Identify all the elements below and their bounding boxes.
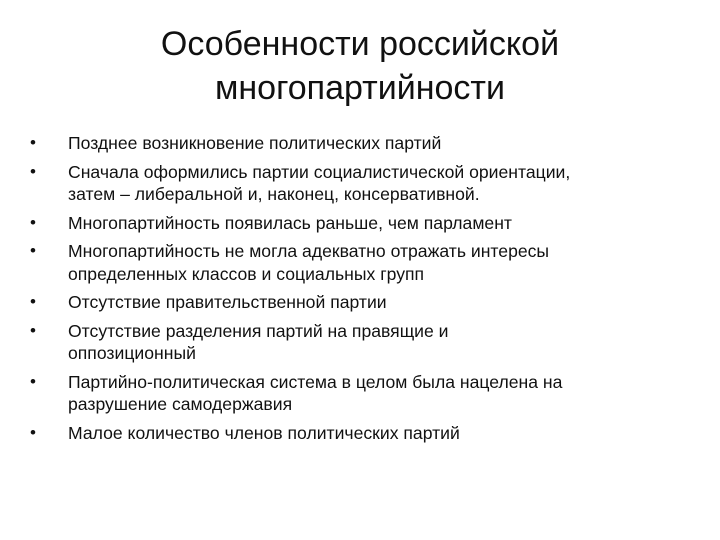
bullet-item-2 bbox=[16, 161, 696, 206]
bullet-item-1 bbox=[16, 132, 696, 155]
bullet-line: Позднее возникновение политических партий bbox=[68, 133, 442, 153]
slide-title bbox=[80, 22, 640, 110]
bullet-icon: • bbox=[30, 133, 36, 152]
bullet-icon: • bbox=[30, 320, 36, 340]
bullet-icon: • bbox=[30, 422, 36, 442]
bullet-text bbox=[68, 212, 696, 235]
bullet-text bbox=[68, 422, 696, 445]
bullet-line: Отсутствие разделения партий на правящие и bbox=[68, 320, 449, 341]
bullet-text bbox=[68, 320, 696, 365]
bullet-line: Партийно-политическая система в целом была нацелена на bbox=[68, 371, 563, 392]
bullet-item-4 bbox=[16, 240, 696, 285]
bullet-icon: • bbox=[30, 241, 36, 260]
bullet-item-7 bbox=[16, 371, 696, 416]
bullet-list bbox=[16, 132, 696, 450]
bullet-text bbox=[68, 291, 696, 314]
slide-title-line-1: Особенности российской bbox=[160, 25, 560, 63]
bullet-icon: • bbox=[30, 292, 36, 311]
bullet-text bbox=[68, 132, 696, 155]
bullet-line: разрушение самодержавия bbox=[68, 394, 293, 414]
bullet-line: Сначала оформились партии социалистической ориентации, bbox=[68, 161, 571, 182]
bullet-line: Многопартийность не могла адекватно отражать интересы bbox=[68, 241, 550, 261]
bullet-item-5 bbox=[16, 291, 696, 314]
bullet-line: оппозиционный bbox=[68, 343, 196, 363]
bullet-text bbox=[68, 161, 696, 206]
bullet-text bbox=[68, 371, 696, 416]
bullet-line: Отсутствие правительственной партии bbox=[68, 292, 387, 312]
bullet-text bbox=[68, 240, 696, 285]
bullet-icon: • bbox=[30, 161, 36, 181]
bullet-icon: • bbox=[30, 371, 36, 391]
bullet-item-8 bbox=[16, 422, 696, 445]
bullet-line: определенных классов и социальных групп bbox=[68, 263, 425, 284]
bullet-icon: • bbox=[30, 212, 36, 232]
bullet-item-6 bbox=[16, 320, 696, 365]
slide-title-line-2: многопартийности bbox=[215, 69, 505, 107]
bullet-line: затем – либеральной и, наконец, консервативной. bbox=[68, 184, 480, 204]
bullet-line: Малое количество членов политических партий bbox=[68, 422, 460, 443]
bullet-line: Многопартийность появилась раньше, чем парламент bbox=[68, 212, 512, 233]
bullet-item-3 bbox=[16, 212, 696, 235]
